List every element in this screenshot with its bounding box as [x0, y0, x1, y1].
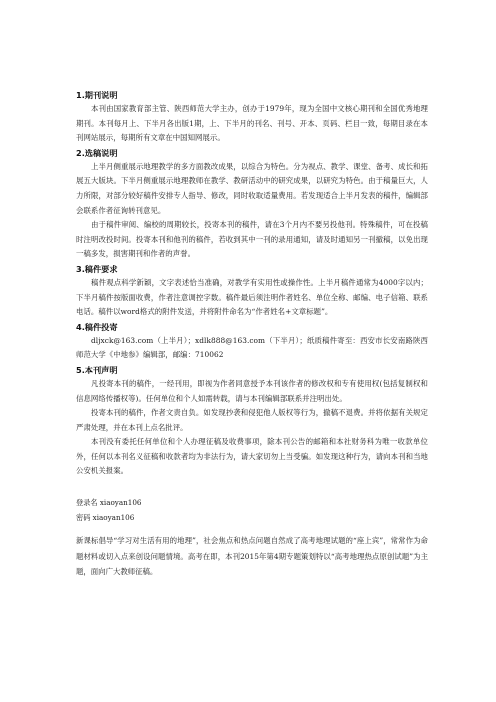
- section-paragraph: 由于稿件审阅、编校的周期较长，投寄本刊的稿件，请在3个月内不要另投他刊。特殊稿件，可在投稿时注明改投时间。投寄本刊和他刊的稿件，若收到其中一刊的录用通知，请及时通知另一刊撤稿，以免出现一稿多发，损害期刊和作者的声誉。: [76, 220, 428, 259]
- section-heading: 3.稿件要求: [76, 263, 118, 274]
- section-paragraph: 凡投寄本刊的稿件，一经刊用，即视为作者同意授予本刊该作者的修改权和专有使用权(包括复制权和信息网络传播权等)。任何单位和个人如需转载，请与本刊编辑部联系并注明出处。: [76, 378, 428, 403]
- section-paragraph: 本刊由国家教育部主管、陕西师范大学主办，创办于1979年，现为全国中文核心期刊和全国优秀地理期刊。本刊每月上、下半月各出版1期，上、下半月的刊名、刊号、开本、页码、栏目一致，每期目录在本刊网站展示，每期所有文章在中国知网展示。: [76, 104, 428, 143]
- section-paragraph: 上半月侧重展示地理教学的多方面教改成果，以综合为特色。分为视点、教学、课堂、备考、成长和拓展五大版块。下半月侧重展示地理教师在教学、教研活动中的研究成果，以研究为特色。由于稿量巨大，人力所限，对部分较好稿件安排专人指导、修改，同时收取适量费用。若发现适合上半月发表的稿件，编辑部会联系作者征询转刊意见。: [76, 161, 428, 215]
- section-paragraph: 稿件观点科学新颖，文字表述恰当准确，对教学有实用性或操作性。上半月稿件通常为4000字以内；下半月稿件按版面收费，作者注意调控字数。稿件最后须注明作者姓名、单位全称、邮编、电子信箱、联系电话。稿件以word格式的附件发送，并将附件命名为“作者姓名+文章标题”。: [76, 277, 428, 317]
- section-requirements: [76, 262, 428, 320]
- section-paragraph: 本刊没有委托任何单位和个人办理征稿及收费事项，除本刊公告的邮箱和本社财务科为唯一收款单位外，任何以本刊名义征稿和收款者均为非法行为，请大家切勿上当受骗。如发现这种行为，请向本刊和当地公安机关报案。: [76, 437, 428, 476]
- login-username: 登录名 xiaoyan106: [76, 498, 142, 508]
- section-heading: 4.稿件投寄: [76, 321, 118, 332]
- call-for-papers-paragraph: 新课标倡导“学习对生活有用的地理”，社会焦点和热点问题自然成了高考地理试题的“座上宾”，常常作为命题材料或切入点来创设问题情境。高考在即，本刊2015年第4期专题策划特以“高考地理热点原创试题”为主题，面向广大教师征稿。: [76, 536, 428, 577]
- login-info: [76, 495, 428, 525]
- section-selection: [76, 146, 428, 262]
- section-heading: 2.选稿说明: [76, 147, 118, 158]
- section-paragraph: 投寄本刊的稿件，作者文责自负。如发现抄袭和侵犯他人版权等行为，撤稿不退费。并将依据有关规定严肃处理，并在本刊上点名批评。: [76, 408, 428, 432]
- section-statement: [76, 363, 428, 479]
- login-password: 密码 xiaoyan106: [76, 513, 135, 523]
- section-heading: 1.期刊说明: [76, 90, 118, 100]
- section-submission: [76, 320, 428, 363]
- section-journal-intro: [76, 88, 428, 146]
- spacer: [76, 479, 428, 495]
- section-heading: 5.本刊声明: [76, 364, 118, 375]
- section-paragraph: dljxck@163.com（上半月）；xdlk888@163.com（下半月）；纸质稿件寄至：西安市长安南路陕西师范大学《中地参》编辑部，邮编：710062: [76, 335, 428, 360]
